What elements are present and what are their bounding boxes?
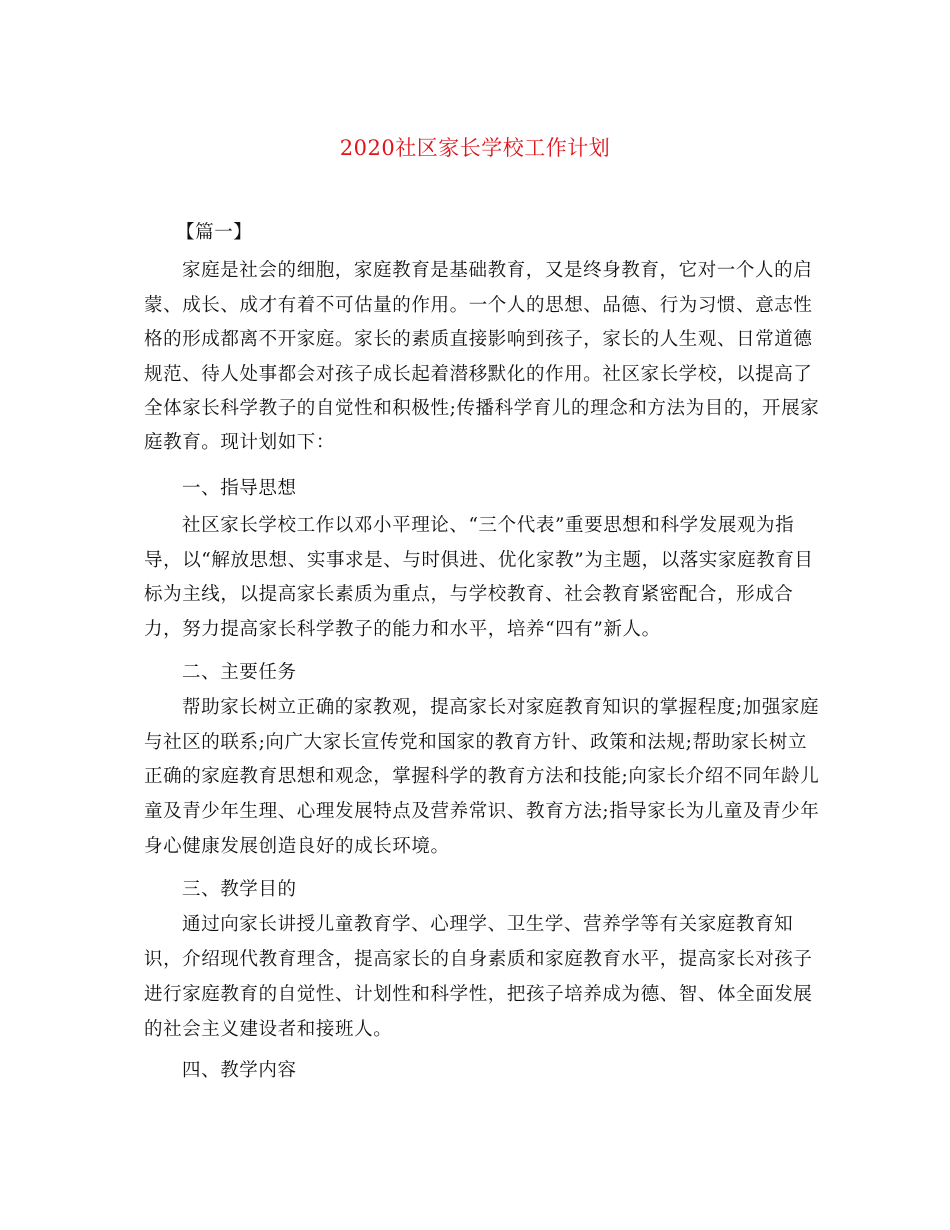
- document-title: 2020社区家长学校工作计划: [339, 136, 611, 160]
- paragraph-line: 进行家庭教育的自觉性、计划性和科学性，把孩子培养成为德、智、体全面发展: [144, 984, 813, 1005]
- paragraph-line: 力，努力提高家长科学教子的能力和水平，培养“四有”新人。: [144, 619, 661, 640]
- paragraph-line: 与社区的联系;向广大家长宣传党和国家的教育方针、政策和法规;帮助家长树立: [144, 732, 808, 753]
- section-heading: 四、教学内容: [182, 1060, 297, 1081]
- paragraph-line: 正确的家庭教育思想和观念，掌握科学的教育方法和技能;向家长介绍不同年龄儿: [144, 766, 820, 787]
- paragraph-line: 帮助家长树立正确的家教观，提高家长对家庭教育知识的掌握程度;加强家庭: [182, 697, 820, 718]
- section-label: 【篇一】: [176, 222, 253, 243]
- paragraph-line: 社区家长学校工作以邓小平理论、“三个代表”重要思想和科学发展观为指: [182, 515, 795, 536]
- paragraph-line: 标为主线，以提高家长素质为重点，与学校教育、社会教育紧密配合，形成合: [144, 584, 794, 605]
- paragraph-line: 通过向家长讲授儿童教育学、心理学、卫生学、营养学等有关家庭教育知: [182, 914, 794, 935]
- section-heading: 一、指导思想: [182, 478, 297, 499]
- paragraph-line: 蒙、成长、成才有着不可估量的作用。一个人的思想、品德、行为习惯、意志性: [144, 295, 813, 316]
- paragraph-line: 庭教育。现计划如下：: [144, 432, 336, 453]
- paragraph-line: 识，介绍现代教育理含，提高家长的自身素质和家庭教育水平，提高家长对孩子: [144, 949, 813, 970]
- section-heading: 三、教学目的: [182, 879, 297, 900]
- paragraph-line: 身心健康发展创造良好的成长环境。: [144, 836, 450, 857]
- paragraph-line: 家庭是社会的细胞，家庭教育是基础教育，又是终身教育，它对一个人的启: [182, 260, 813, 281]
- paragraph-line: 格的形成都离不开家庭。家长的素质直接影响到孩子，家长的人生观、日常道德: [144, 329, 813, 350]
- paragraph-line: 的社会主义建设者和接班人。: [144, 1019, 393, 1040]
- section-heading: 二、主要任务: [182, 662, 297, 683]
- paragraph-line: 导，以“解放思想、实事求是、与时俱进、优化家教”为主题，以落实家庭教育目: [144, 550, 814, 571]
- paragraph-line: 规范、待人处事都会对孩子成长起着潜移默化的作用。社区家长学校，以提高了: [144, 364, 813, 385]
- paragraph-line: 全体家长科学教子的自觉性和积极性;传播科学育儿的理念和方法为目的，开展家: [144, 398, 820, 419]
- paragraph-line: 童及青少年生理、心理发展特点及营养常识、教育方法;指导家长为儿童及青少年: [144, 801, 820, 822]
